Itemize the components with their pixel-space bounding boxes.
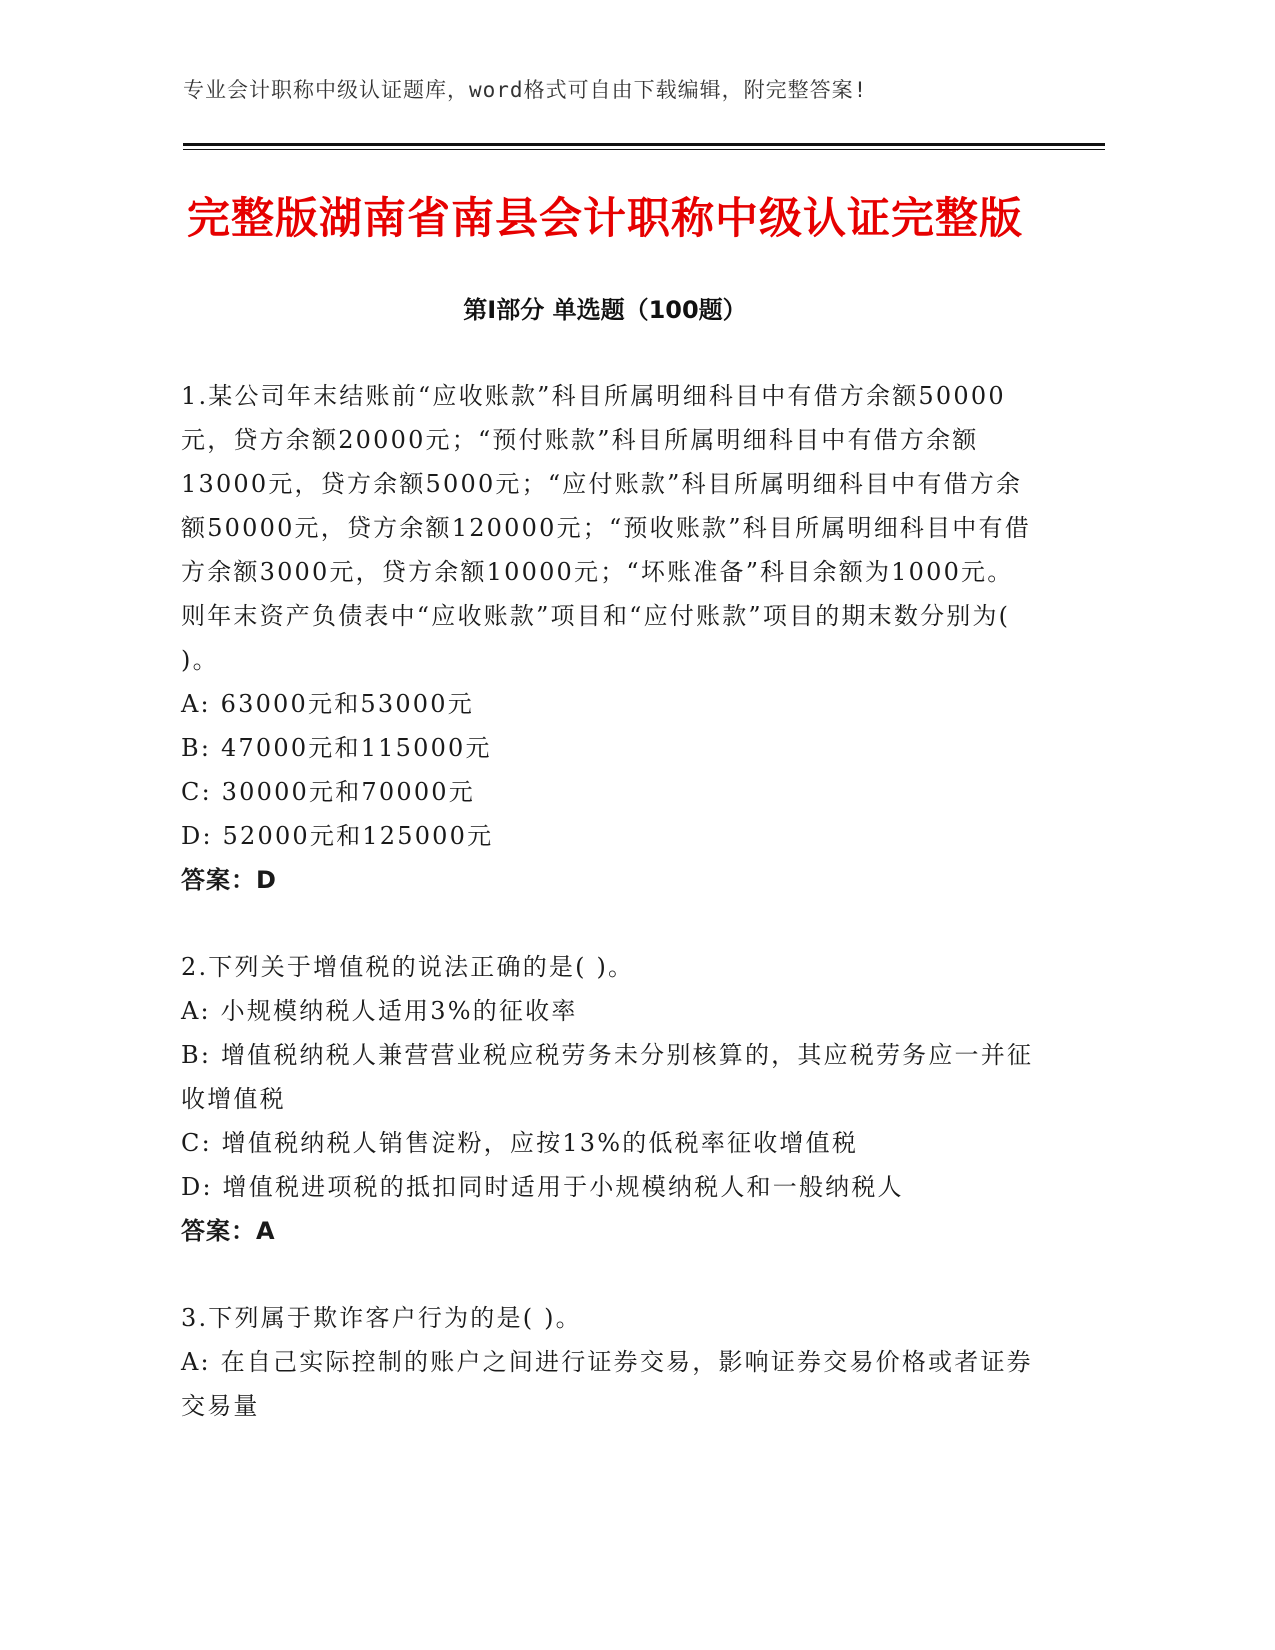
option-d: D: 增值税进项税的抵扣同时适用于小规模纳税人和一般纳税人 [181, 1173, 904, 1201]
answer-line: 答案：D [181, 866, 277, 894]
header-divider-thin [183, 149, 1105, 150]
option-d: D: 52000元和125000元 [181, 822, 494, 850]
page-header-tagline: 专业会计职称中级认证题库，word格式可自由下载编辑，附完整答案! [183, 78, 868, 102]
question-text: 1.某公司年末结账前“应收账款”科目所属明细科目中有借方余额50000元，贷方余额20000元；“预付账款”科目所属明细科目中有借方余额13000元，贷方余额5000元；“应付账款”科目所属明细科目中有借方余额50000元，贷方余额120000元；“预收账款”科目所属明细科目中有借方余额3000元，贷方余额10000元；“坏账准备”科目余额为1000元。则年末资产负债表中“应收账款”项目和“应付账款”项目的期末数分别为( )。 [181, 382, 1031, 674]
header-divider [183, 143, 1105, 146]
question-text: 3.下列属于欺诈客户行为的是( )。 [181, 1304, 582, 1332]
answer-line: 答案：A [181, 1217, 276, 1245]
section-heading: 第I部分 单选题（100题） [463, 296, 747, 324]
option-b: B: 47000元和115000元 [181, 734, 492, 762]
option-b: B: 增值税纳税人兼营营业税应税劳务未分别核算的，其应税劳务应一并征收增值税 [181, 1041, 1034, 1113]
document-title: 完整版湖南省南县会计职称中级认证完整版 [187, 194, 1023, 244]
option-a: A: 在自己实际控制的账户之间进行证券交易，影响证券交易价格或者证券交易量 [181, 1348, 1033, 1420]
option-a: A: 小规模纳税人适用3%的征收率 [181, 997, 578, 1025]
option-c: C: 增值税纳税人销售淀粉，应按13%的低税率征收增值税 [181, 1129, 859, 1157]
option-c: C: 30000元和70000元 [181, 778, 475, 806]
question-item [181, 374, 1036, 902]
question-text: 2.下列关于增值税的说法正确的是( )。 [181, 953, 635, 981]
option-a: A: 63000元和53000元 [181, 690, 474, 718]
question-list [181, 374, 1036, 1471]
question-item [181, 945, 1036, 1253]
question-item [181, 1296, 1036, 1428]
